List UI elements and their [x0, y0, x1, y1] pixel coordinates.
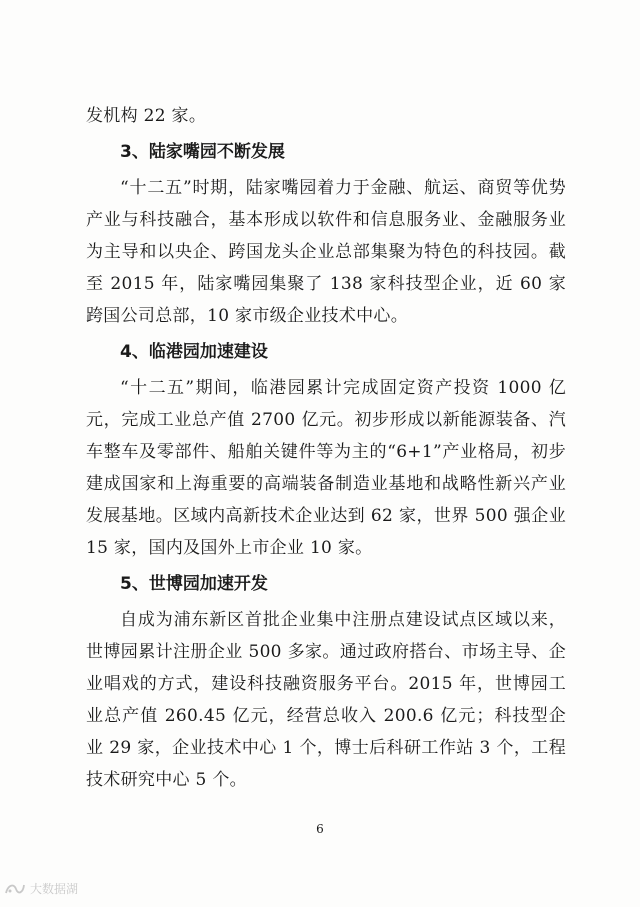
- document-body: [86, 100, 566, 796]
- section-heading-lujiazui: 3、陆家嘴园不断发展: [120, 142, 285, 162]
- lead-line: 发机构 22 家。: [86, 106, 207, 126]
- watermark-text: 大数据湖: [30, 882, 79, 896]
- section-paragraph-shibo: 自成为浦东新区首批企业集中注册点建设试点区域以来，世博园累计注册企业 500 多家。通过政府搭台、市场主导、企业唱戏的方式，建设科技融资服务平台。2015 年，世博园工业总产值 260.45 亿元，经营总收入 200.6 亿元；科技型企业 29 家，企业技术中心 1 个，博士后科研工作站 3 个，工程技术研究中心 5 个。: [86, 610, 566, 790]
- section-paragraph-lingang: “十二五”期间，临港园累计完成固定资产投资 1000 亿元，完成工业总产值 2700 亿元。初步形成以新能源装备、汽车整车及零部件、船舶关键件等为主的“6+1”产业格局，初步建成国家和上海重要的高端装备制造业基地和战略性新兴产业发展基地。区域内高新技术企业达到 62 家，世界 500 强企业 15 家，国内及国外上市企业 10 家。: [86, 378, 566, 558]
- page-number: 6: [316, 822, 324, 836]
- watermark-logo-icon: [4, 881, 26, 897]
- section-heading-shibo: 5、世博园加速开发: [120, 574, 268, 594]
- section-heading-lingang: 4、临港园加速建设: [120, 342, 268, 362]
- watermark: [4, 880, 78, 897]
- section-paragraph-lujiazui: “十二五”时期，陆家嘴园着力于金融、航运、商贸等优势产业与科技融合，基本形成以软件和信息服务业、金融服务业为主导和以央企、跨国龙头企业总部集聚为特色的科技园。截至 2015 年，陆家嘴园集聚了 138 家科技型企业，近 60 家跨国公司总部，10 家市级企业技术中心。: [86, 178, 566, 326]
